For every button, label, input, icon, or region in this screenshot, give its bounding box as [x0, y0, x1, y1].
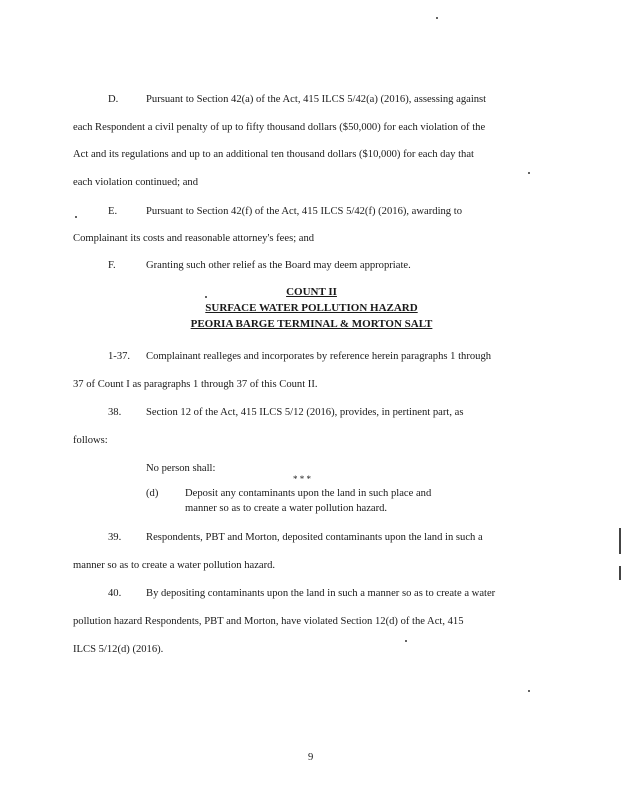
quote-item-line: Deposit any contaminants upon the land in such place and — [185, 488, 432, 499]
paragraph-e-label: E. — [108, 206, 118, 217]
paragraph-1-37-line: 37 of Count I as paragraphs 1 through 37 of this Count II. — [73, 379, 318, 390]
count-subtitle: SURFACE WATER POLLUTION HAZARD — [205, 302, 418, 314]
paragraph-d-line: Act and its regulations and up to an additional ten thousand dollars ($10,000) for each day that — [73, 149, 474, 160]
paragraph-38-line: follows: — [73, 435, 108, 446]
paragraph-1-37-line: Complainant realleges and incorporates by reference herein paragraphs 1 through — [146, 351, 492, 362]
paragraph-f-label: F. — [108, 260, 116, 271]
paragraph-38-line: Section 12 of the Act, 415 ILCS 5/12 (2016), provides, in pertinent part, as — [146, 407, 464, 418]
scan-speck — [528, 690, 530, 692]
paragraph-39-line: Respondents, PBT and Morton, deposited contaminants upon the land in such a — [146, 532, 483, 543]
paragraph-40-label: 40. — [108, 588, 122, 599]
paragraph-d-line: Pursuant to Section 42(a) of the Act, 415 ILCS 5/42(a) (2016), assessing against — [146, 94, 487, 105]
paragraph-e-line: Pursuant to Section 42(f) of the Act, 415 ILCS 5/42(f) (2016), awarding to — [146, 206, 462, 217]
paragraph-38-label: 38. — [108, 407, 122, 418]
paragraph-40-line: ILCS 5/12(d) (2016). — [73, 644, 164, 655]
scan-speck — [75, 216, 77, 218]
paragraph-40-line: By depositing contaminants upon the land in such a manner so as to create a water — [146, 588, 496, 599]
scan-speck — [436, 17, 438, 19]
paragraph-39-label: 39. — [108, 532, 122, 543]
scan-edge-mark — [619, 566, 621, 580]
scan-speck — [205, 296, 207, 298]
scan-speck — [405, 640, 407, 642]
paragraph-d-line: each violation continued; and — [73, 177, 199, 188]
paragraph-d-label: D. — [108, 94, 119, 105]
count-parties: PEORIA BARGE TERMINAL & MORTON SALT — [190, 318, 433, 330]
paragraph-40-line: pollution hazard Respondents, PBT and Morton, have violated Section 12(d) of the Act, 415 — [73, 616, 464, 627]
page-number: 9 — [308, 752, 314, 763]
paragraph-39-line: manner so as to create a water pollution hazard. — [73, 560, 276, 571]
paragraph-1-37-label: 1-37. — [108, 351, 131, 362]
quote-item-label: (d) — [146, 488, 159, 499]
scan-speck — [528, 172, 530, 174]
count-title: COUNT II — [286, 286, 337, 298]
quote-ellipsis: * * * — [293, 474, 311, 484]
quote-intro: No person shall: — [146, 463, 216, 474]
quote-item-line: manner so as to create a water pollution hazard. — [185, 503, 388, 514]
paragraph-d-line: each Respondent a civil penalty of up to fifty thousand dollars ($50,000) for each violation of the — [73, 122, 486, 133]
paragraph-e-line: Complainant its costs and reasonable attorney's fees; and — [73, 233, 315, 244]
scan-edge-mark — [619, 528, 621, 554]
paragraph-f-line: Granting such other relief as the Board may deem appropriate. — [146, 260, 411, 271]
